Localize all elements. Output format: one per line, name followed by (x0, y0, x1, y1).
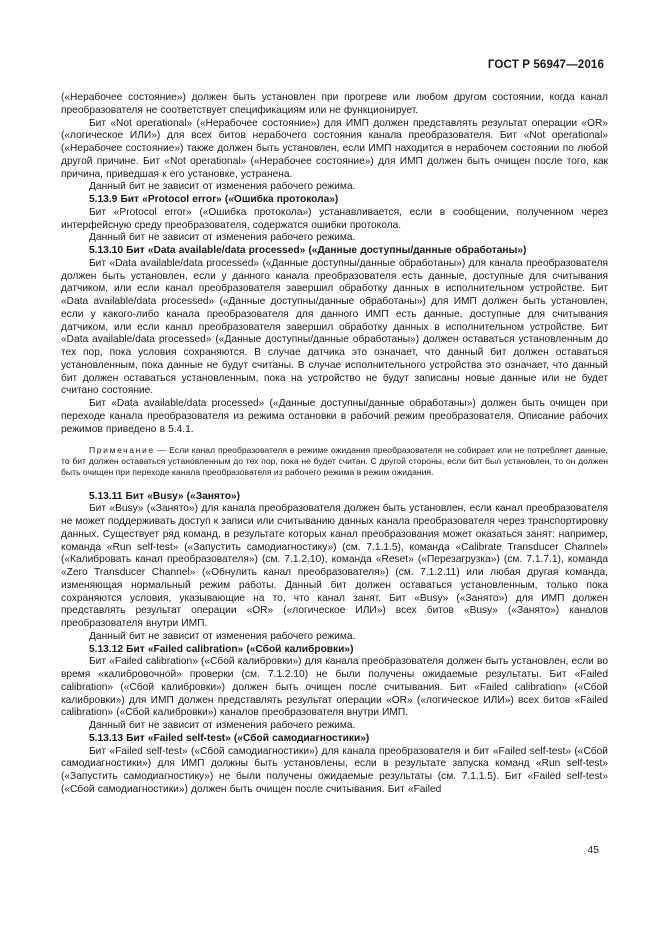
note-label: Примечание (89, 445, 155, 456)
section-heading: 5.13.11 Бит «Busy» («Занято») (89, 490, 240, 502)
body-paragraph: Данный бит не зависит от изменения рабочего режима. (89, 232, 356, 244)
section-heading: 5.13.12 Бит «Failed calibration» («Сбой калибровки») (89, 643, 354, 655)
body-paragraph: Данный бит не зависит от изменения рабочего режима. (89, 630, 356, 642)
section-heading: 5.13.13 Бит «Failed self-test» («Сбой самодиагностики») (89, 732, 370, 744)
body-paragraph: Бит «Data available/data processed» («Данные доступны/данные обработаны») для канала преобразователя должен быть установлен, если у данного канала преобразователя есть данные, доступные для считывания датчиком, или если канал преобразователя завершил обработку данных в исполнительном устройстве. Бит «Data available/data processed» («Данные доступны/данные обработаны») для ИМП должен быть установлен, если у какого-либо канала преобразователя для данного ИМП есть данные, доступные для считывания датчиком, или если канал преобразователя завершил обработку данных в исполнительном устройстве. Бит «Data available/data processed» («Данные доступны/данные обработаны») должен оставаться установленным до тех пор, пока условия сохраняются. В случае датчика это означает, что данный бит должен оставаться установленным, пока данные не будут считаны. В случае исполнительного устройства это означает, что данный бит должен оставаться установленным, пока на устройство не будут записаны новые данные или не будет считано состояние. (61, 257, 608, 397)
document-code-header: ГОСТ Р 56947—2016 (487, 58, 604, 71)
body-paragraph: Бит «Busy» («Занято») для канала преобразователя должен быть установлен, если канал преобразователя не может поддерживать доступ к записи или считыванию данных канала преобразователя через транспортировку данных. Существует ряд команд, в результате которых канал преобразования может оказаться занят: например, команда «Run self-test» («Запустить самодиагностику») (см. 7.1.1.5), команда «Calibrate Transducer Channel» («Калибровать канал преобразователя») (см. 7.1.2.10), команда «Reset» («Перезагрузка») (см. 7.1.7.1), команда «Zero Transducer Channel» («Обнулить канал преобразователя») (см. 7.1.2.11) или любая другая команда, изменяющая нормальный режим работы. Данный бит должен оставаться установленным, только пока сохраняются условия, указывающие на то, что канал занят. Бит «Busy» («Занято») для ИМП должен представлять результат операции «OR» («логическое ИЛИ») всех битов «Busy» («Занято») каналов преобразователя внутри ИМП. (61, 503, 608, 630)
body-paragraph: Бит «Failed self-test» («Сбой самодиагностики») для канала преобразователя и бит «Failed self-test» («Сбой самодиагностики») для ИМП должны быть установлены, если в результате запуска команд «Run self-test» («Запустить самодиагностику») не были получены ожидаемые результаты (см. 7.1.1.5). Бит «Failed self-test» («Сбой самодиагностики») должен быть очищен после считывания. Бит «Failed (61, 745, 608, 795)
note-paragraph (61, 445, 608, 478)
section-heading: 5.13.9 Бит «Protocol error» («Ошибка протокола») (89, 194, 339, 205)
body-paragraph: («Нерабочее состояние») должен быть установлен при прогреве или любом другом состоянии, когда канал преобразователя не соответствует спецификациям или не функционирует. (61, 92, 608, 116)
body-paragraph: Бит «Not operational» («Нерабочее состояние») для ИМП должен представлять результат операции «OR» («логическое ИЛИ») для всех битов нерабочего состояния канала преобразователя. Бит «Not operational» («Нерабочее состояние») также должен быть установлен, если ИМП находится в нерабочем состоянии по любой другой причине. Бит «Not operational» («Нерабочее состояние») для ИМП должен быть очищен после того, как причина, приведшая к его установке, устранена. (61, 117, 608, 180)
page-number: 45 (587, 844, 599, 856)
note-text: — Если канал преобразователя в режиме ожидания преобразователя не собирает или не потребляет данные, то бит должен оставаться установленным до тех пор, пока не будет считан. С другой стороны, если бит был установлен, то он должен быть очищен при переходе канала преобразователя из рабочего режима в режим ожидания. (61, 445, 608, 478)
section-heading: 5.13.10 Бит «Data available/data processed» («Данные доступны/данные обработаны») (89, 245, 527, 256)
body-paragraph: Бит «Protocol error» («Ошибка протокола») устанавливается, если в сообщении, полученном через интерфейсную среду преобразователя, содержатся ошибки протокола. (61, 206, 608, 231)
body-paragraph: Бит «Failed calibration» («Сбой калибровки») для канала преобразователя должен быть установлен, если во время «калибровочной» проверки (см. 7.1.2.10) не были получены ожидаемые результаты. Бит «Failed calibration» («Сбой калибровки») должен быть очищен после считывания. Бит «Failed calibration» («Сбой калибровки») для ИМП должен представлять результат операции «OR» («логическое ИЛИ») всех битов «Failed calibration» («Сбой калибровки») каналов преобразователя внутри ИМП. (61, 656, 608, 719)
body-paragraph: Данный бит не зависит от изменения рабочего режима. (89, 720, 356, 732)
body-paragraph: Данный бит не зависит от изменения рабочего режима. (89, 181, 356, 193)
body-paragraph: Бит «Data available/data processed» («Данные доступны/данные обработаны») должен быть очищен при переходе канала преобразователя из режима остановки в рабочий режим преобразователя. Описание рабочих режимов приведено в 5.4.1. (61, 398, 608, 435)
document-body (61, 92, 608, 797)
